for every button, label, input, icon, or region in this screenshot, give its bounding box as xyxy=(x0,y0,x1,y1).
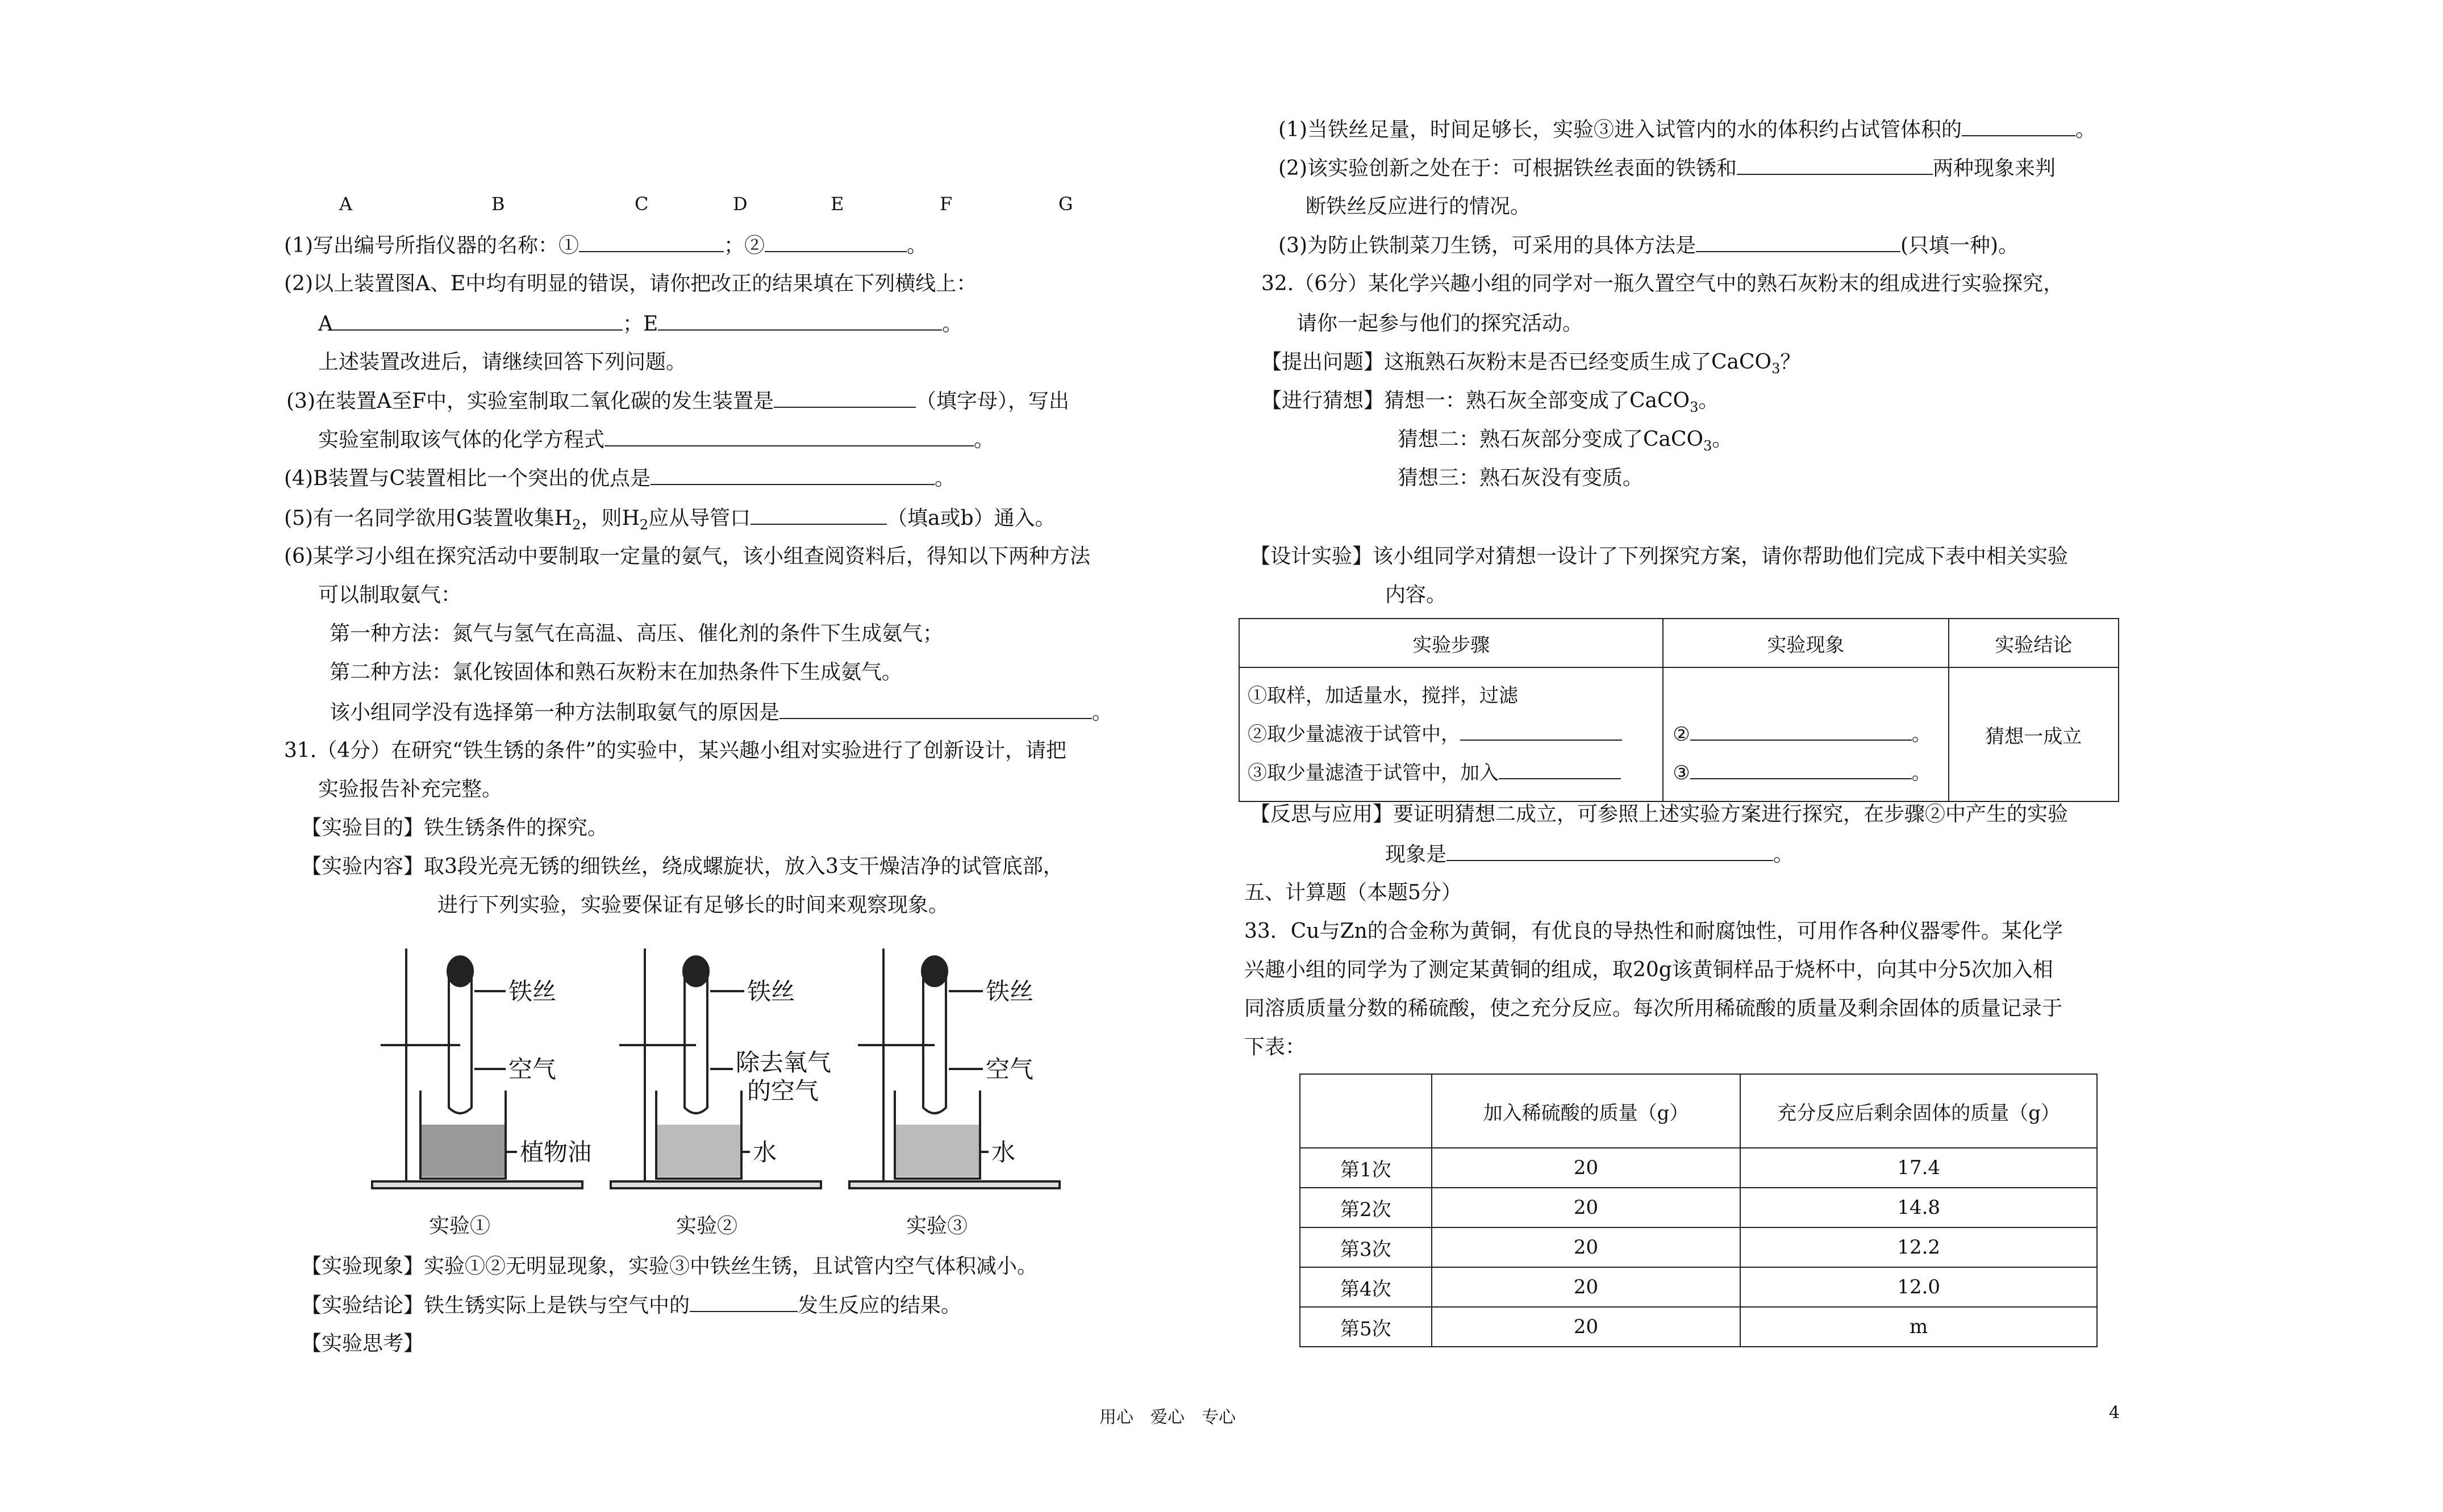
fig2-label: 除去氧气 xyxy=(736,1049,832,1076)
table-row: 第3次 20 12.2 xyxy=(1300,1227,2097,1267)
q31-phenomenon: 【实验现象】实验①②无明显现象，实验③中铁丝生锈，且试管内空气体积减小。 xyxy=(301,1255,1038,1278)
fig1-label: 植物油 xyxy=(520,1138,592,1166)
device-letter: D xyxy=(733,193,748,215)
method-1: 第一种方法：氮气与氢气在高温、高压、催化剂的条件下生成氨气； xyxy=(330,622,944,645)
answer-blank[interactable] xyxy=(774,387,916,408)
answer-blank[interactable] xyxy=(579,232,724,252)
answer-blank[interactable] xyxy=(690,1292,798,1312)
device-letter: E xyxy=(831,193,844,215)
q32-heading: 32.（6分）某化学兴趣小组的同学对一瓶久置空气中的熟石灰粉末的组成进行实验探究， xyxy=(1261,272,2064,295)
experiment-figures xyxy=(278,937,1165,1272)
table-row: 第2次 20 14.8 xyxy=(1300,1188,2097,1227)
answer-blank[interactable] xyxy=(1962,116,2075,136)
q33-text-3: 同溶质质量分数的稀硫酸，使之充分反应。每次所用稀硫酸的质量及剩余固体的质量记录于 xyxy=(1244,997,2063,1020)
answer-blank[interactable] xyxy=(1690,720,1912,741)
fig1-label: 空气 xyxy=(508,1055,557,1083)
table-row: 第1次 20 17.4 xyxy=(1300,1148,2097,1188)
guess-2: 猜想二：熟石灰部分变成了CaCO$_3$。 xyxy=(1398,428,1733,454)
device-letter: B xyxy=(491,193,505,215)
conclusion-cell: 猜想一成立 xyxy=(1949,667,2119,801)
q30-after-fix: 上述装置改进后，请继续回答下列问题。 xyxy=(318,350,687,374)
fig3-label: 空气 xyxy=(986,1055,1034,1083)
answer-blank[interactable] xyxy=(1499,759,1621,779)
answer-blank[interactable] xyxy=(1696,232,1900,252)
answer-blank[interactable] xyxy=(333,310,623,331)
q31-content-cont: 进行下列实验，实验要保证有足够长的时间来观察现象。 xyxy=(437,893,949,917)
section-5-heading: 五、计算题（本题5分） xyxy=(1244,881,1462,904)
answer-blank[interactable] xyxy=(1460,720,1622,741)
guess-3: 猜想三：熟石灰没有变质。 xyxy=(1398,466,1644,490)
table-header: 加入稀硫酸的质量（g） xyxy=(1432,1074,1741,1148)
device-letter: C xyxy=(635,193,649,215)
table-header: 实验步骤 xyxy=(1239,619,1663,667)
think-1: (1)当铁丝足量，时间足够长，实验③进入试管内的水的体积约占试管体积的 。 xyxy=(1278,116,2096,144)
answer-blank[interactable] xyxy=(605,426,974,446)
fig3-caption: 实验③ xyxy=(906,1214,968,1238)
fig1-caption: 实验① xyxy=(429,1214,491,1238)
q30-part5: (5)有一名同学欲用G装置收集$H_2$，则$H_2$应从导管口 （填a或b）通入。 xyxy=(284,504,1056,538)
q30-part4: (4)B装置与C装置相比一个突出的优点是 。 xyxy=(284,465,955,492)
q31-aim: 【实验目的】铁生锈条件的探究。 xyxy=(301,816,608,839)
q32-question: 【提出问题】这瓶熟石灰粉末是否已经变质生成了CaCO$_3$？ xyxy=(1261,350,1801,377)
answer-blank[interactable] xyxy=(1446,841,1773,861)
q30-part6-cont: 可以制取氨气： xyxy=(318,583,462,607)
fig1-label: 铁丝 xyxy=(508,978,557,1005)
answer-blank[interactable] xyxy=(658,310,942,331)
q30-part3-equation: 实验室制取该气体的化学方程式 。 xyxy=(318,426,994,454)
step-2: ②取少量滤液于试管中， xyxy=(1248,715,1662,754)
answer-blank[interactable] xyxy=(1690,759,1912,779)
brass-table xyxy=(1299,1074,2098,1347)
phenomenon-3: ③ 。 xyxy=(1673,754,1947,792)
reflect-apply: 【反思与应用】要证明猜想二成立，可参照上述实验方案进行探究，在步骤②中产生的实验 xyxy=(1250,803,2069,826)
q30-part6: (6)某学习小组在探究活动中要制取一定量的氨气，该小组查阅资料后，得知以下两种方法 xyxy=(284,545,1090,568)
answer-blank[interactable] xyxy=(651,465,935,485)
footer-motto: 用心 爱心 专心 xyxy=(1099,1407,1236,1427)
phenomenon-cell xyxy=(1663,667,1948,801)
q30-part3: (3)在装置A至F中，实验室制取二氧化碳的发生装置是 （填字母），写出 xyxy=(286,387,1069,415)
q31-heading: 31.（4分）在研究“铁生锈的条件”的实验中，某兴趣小组对实验进行了创新设计，请把 xyxy=(284,739,1066,762)
table-row: 第4次 20 12.0 xyxy=(1300,1267,2097,1307)
table-header xyxy=(1300,1074,1432,1148)
fig3-label: 水 xyxy=(991,1138,1016,1166)
q31-conclusion: 【实验结论】铁生锈实际上是铁与空气中的 发生反应的结果。 xyxy=(301,1292,961,1319)
q33-text-2: 兴趣小组的同学为了测定某黄铜的组成，取20g该黄铜样品于烧杯中，向其中分5次加入相 xyxy=(1244,958,2053,981)
think-2-cont: 断铁丝反应进行的情况。 xyxy=(1306,195,1531,218)
q32-heading-cont: 请你一起参与他们的探究活动。 xyxy=(1296,312,1583,335)
think-2: (2)该实验创新之处在于：可根据铁丝表面的铁锈和 两种现象来判 xyxy=(1278,154,2056,182)
guess-1: 【进行猜想】猜想一：熟石灰全部变成了CaCO$_3$。 xyxy=(1261,389,1719,416)
q33-text-1: 33．Cu与Zn的合金称为黄铜，有优良的导热性和耐腐蚀性，可用作各种仪器零件。某化学 xyxy=(1244,920,2063,943)
fig2-label: 铁丝 xyxy=(747,978,795,1005)
q30-part1: (1)写出编号所指仪器的名称：① ；② 。 xyxy=(284,232,927,260)
fig2-label: 水 xyxy=(753,1138,777,1166)
table-header: 实验现象 xyxy=(1663,619,1948,667)
think-3: (3)为防止铁制菜刀生锈，可采用的具体方法是 (只填一种)。 xyxy=(1278,232,2019,260)
fig2-caption: 实验② xyxy=(676,1214,738,1238)
step-1: ①取样，加适量水，搅拌，过滤 xyxy=(1248,684,1518,707)
q30-part6-question: 该小组同学没有选择第一种方法制取氨气的原因是 。 xyxy=(330,699,1112,726)
device-letter: A xyxy=(339,193,353,215)
answer-blank[interactable] xyxy=(751,504,887,525)
steps-cell xyxy=(1239,667,1663,801)
fig2-label: 的空气 xyxy=(747,1077,819,1105)
design-experiment-cont: 内容。 xyxy=(1385,583,1447,607)
fig3-label: 铁丝 xyxy=(986,978,1034,1005)
table-header: 充分反应后剩余固体的质量（g） xyxy=(1740,1074,2097,1148)
q33-text-4: 下表： xyxy=(1244,1035,1306,1059)
page-number: 4 xyxy=(2109,1403,2120,1423)
answer-blank[interactable] xyxy=(765,232,907,252)
method-2: 第二种方法：氯化铵固体和熟石灰粉末在加热条件下生成氨气。 xyxy=(330,661,903,684)
answer-blank[interactable] xyxy=(1737,154,1933,175)
device-letter: F xyxy=(940,193,953,215)
table-header: 实验结论 xyxy=(1949,619,2119,667)
design-experiment: 【设计实验】该小组同学对猜想一设计了下列探究方案，请你帮助他们完成下表中相关实验 xyxy=(1250,545,2069,568)
q31-thinking: 【实验思考】 xyxy=(301,1332,424,1355)
table-row: 第5次 20 m xyxy=(1300,1307,2097,1347)
step-3: ③取少量滤渣于试管中，加入 xyxy=(1248,754,1662,792)
experiment-table xyxy=(1239,618,2119,802)
answer-blank[interactable] xyxy=(779,699,1092,719)
phenomenon-2: ② 。 xyxy=(1673,715,1947,754)
reflect-apply-cont: 现象是 。 xyxy=(1385,841,1794,868)
q30-part2-answer: A ；E 。 xyxy=(318,310,962,338)
q31-content: 【实验内容】取3段光亮无锈的细铁丝，绕成螺旋状，放入3支干燥洁净的试管底部， xyxy=(301,855,1064,878)
q30-part2: (2)以上装置图A、E中均有明显的错误，请你把改正的结果填在下列横线上： xyxy=(284,272,977,295)
device-letter: G xyxy=(1058,193,1073,215)
q31-heading-cont: 实验报告补充完整。 xyxy=(318,778,503,801)
